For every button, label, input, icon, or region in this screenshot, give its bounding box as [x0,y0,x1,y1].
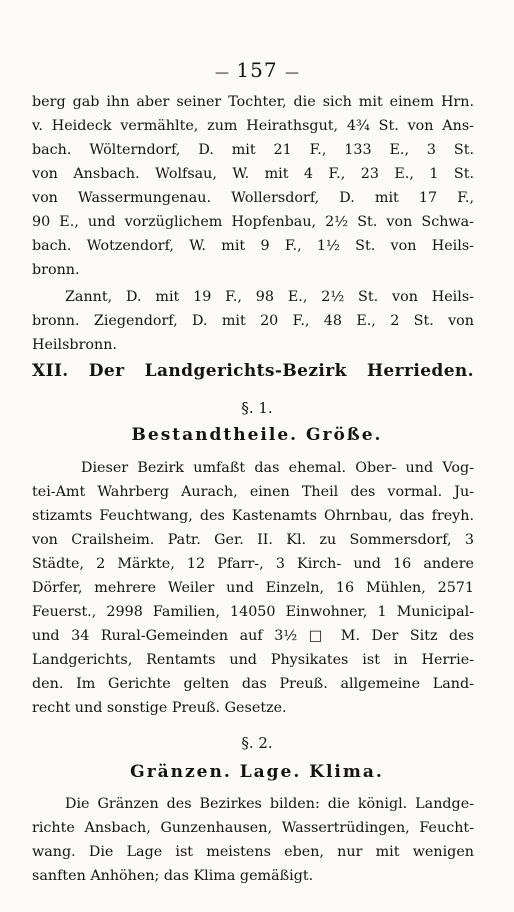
text-line: Dieser Bezirk umfaßt das ehemal. Ober- und Vog- [81,460,474,476]
text-line: tei-Amt Wahrberg Aurach, einen Theil des vormal. Ju- [32,484,474,500]
text-line: berg gab ihn aber seiner Tochter, die sich mit einem Hrn. [32,94,474,110]
text-line: Landgerichts, Rentamts und Physikates ist in Herrie- [32,652,474,668]
section-heading: Bestandtheile. Größe. [131,425,383,445]
text-line: und 34 Rural-Gemeinden auf 3½ □ M. Der Sitz des [32,628,474,644]
text-line: von Ansbach. Wolfsau, W. mit 4 F., 23 E., 1 St. [32,166,474,182]
text-line: den. Im Gerichte gelten das Preuß. allgemeine Land- [32,676,474,692]
text-line: bach. Wotzendorf, W. mit 9 F., 1½ St. von Heils- [32,238,474,254]
text-line: stizamts Feuchtwang, des Kastenamts Ohrnbau, das freyh. [32,508,474,524]
text-line: bronn. [32,262,80,278]
page-number: 157 [236,58,278,82]
section-heading: Gränzen. Lage. Klima. [130,762,384,782]
text-line: recht und sonstige Preuß. Gesetze. [32,700,287,716]
section-number: §. 2. [241,734,273,752]
text-line: sanften Anhöhen; das Klima gemäßigt. [32,868,314,884]
page-header [0,58,514,85]
page-number-mark-right: — [284,65,299,81]
text-line: bach. Wölterndorf, D. mit 21 F., 133 E., 3 St. [32,142,474,158]
text-line: 90 E., und vorzüglichem Hopfenbau, 2½ St. von Schwa- [32,214,474,230]
text-line: wang. Die Lage ist meistens eben, nur mit wenigen [32,844,474,860]
text-line: bronn. Ziegendorf, D. mit 20 F., 48 E., 2 St. von [32,313,474,329]
text-line: Zannt, D. mit 19 F., 98 E., 2½ St. von Heils- [65,289,474,305]
text-line: Städte, 2 Märkte, 12 Pfarr-, 3 Kirch- und 16 andere [32,556,474,572]
page-number-mark-left: — [215,65,230,81]
text-line: von Crailsheim. Patr. Ger. II. Kl. zu Sommersdorf, 3 [32,532,474,548]
chapter-title: XII. Der Landgerichts-Bezirk Herrieden. [32,361,474,381]
text-line: v. Heideck vermählte, zum Heirathsgut, 4¾ St. von Ans- [32,118,474,134]
text-line: Dörfer, mehrere Weiler und Einzeln, 16 Mühlen, 2571 [32,580,474,596]
text-line: Die Gränzen des Bezirkes bilden: die königl. Landge- [65,796,474,812]
text-line: richte Ansbach, Gunzenhausen, Wassertrüdingen, Feucht- [32,820,474,836]
text-line: Feuerst., 2998 Familien, 14050 Einwohner, 1 Municipal- [32,604,474,620]
section-number: §. 1. [241,399,273,417]
text-line: von Wassermungenau. Wollersdorf, D. mit 17 F., [32,190,474,206]
text-line: Heilsbronn. [32,337,117,353]
